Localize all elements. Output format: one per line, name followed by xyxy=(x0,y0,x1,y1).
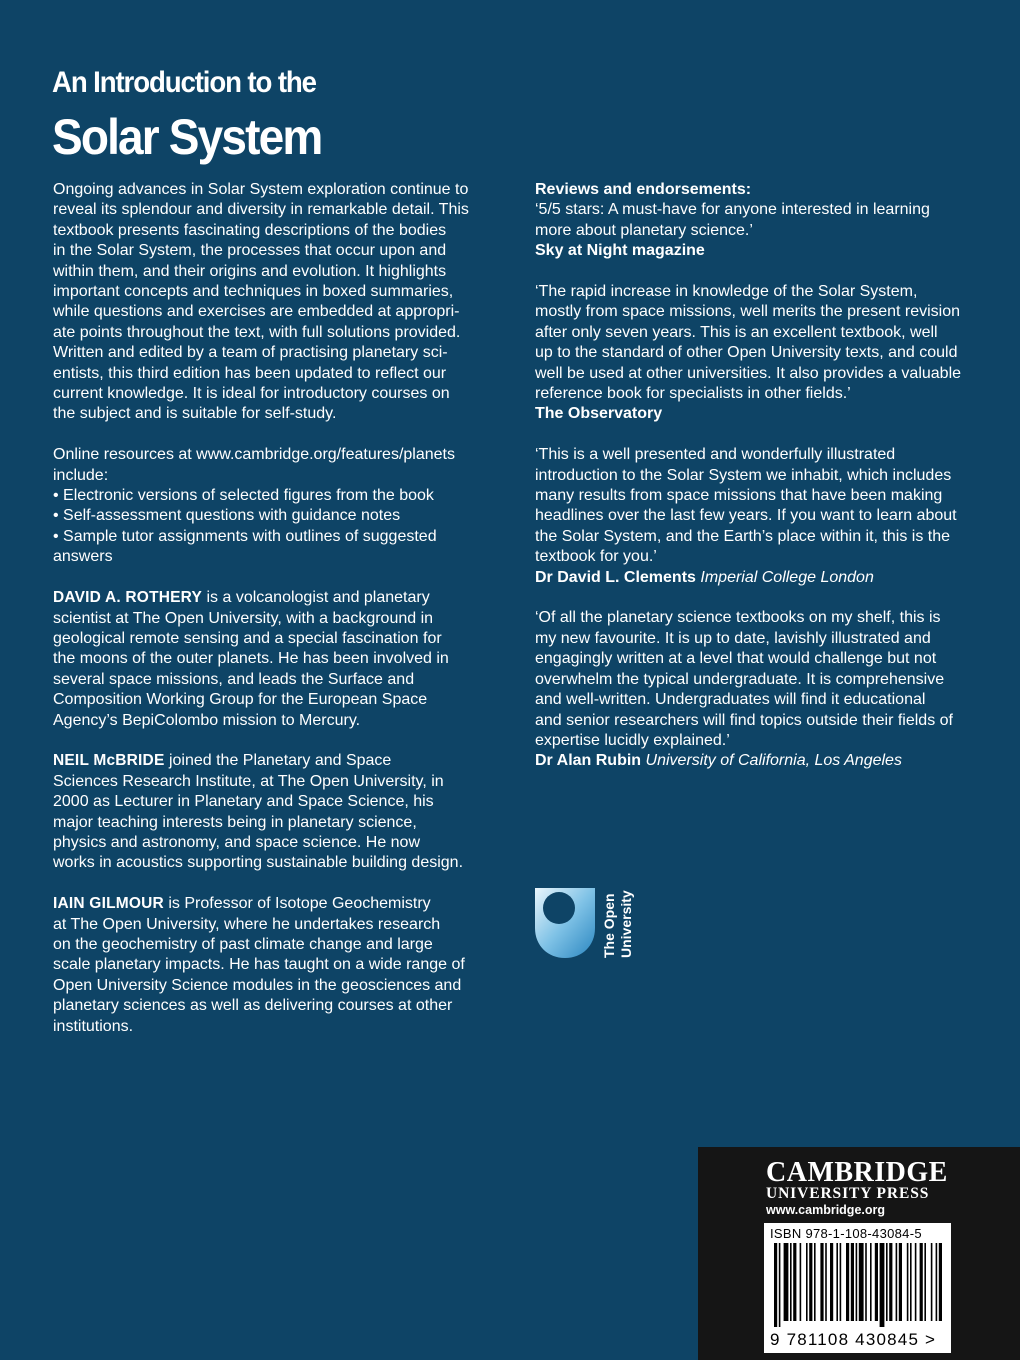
blurb-line: textbook presents fascinating descriptions of the bodies xyxy=(53,221,447,239)
publisher-url: www.cambridge.org xyxy=(766,1203,886,1217)
review-line: ‘The rapid increase in knowledge of the Solar System, xyxy=(535,283,918,301)
blurb-line: entists, this third edition has been updated to reflect our xyxy=(53,364,447,382)
review-line: up to the standard of other Open University texts, and could xyxy=(535,344,958,362)
reviews-heading: Reviews and endorsements: xyxy=(535,181,752,198)
bio-line: the moons of the outer planets. He has been involved in xyxy=(53,650,449,668)
bio-line: scale planetary impacts. He has taught on a wide range of xyxy=(53,956,465,974)
author-name: NEIL McBRIDE xyxy=(53,752,165,770)
barcode-bar xyxy=(790,1243,792,1321)
bio-line: planetary sciences as well as delivering courses at other xyxy=(53,997,453,1015)
shield-circle xyxy=(543,892,575,924)
review xyxy=(535,445,975,588)
review-line: well be used at other universities. It also provides a valuable xyxy=(535,364,962,382)
left-column xyxy=(53,180,493,1037)
barcode-bar xyxy=(846,1243,849,1321)
bio-line: physics and astronomy, and space science. He now xyxy=(53,833,421,851)
barcode-bar xyxy=(859,1243,864,1321)
bio-line: scientist at The Open University, with a background in xyxy=(53,609,434,627)
barcode-digits: 9 781108 430845 > xyxy=(770,1330,937,1349)
review-line: headlines over the last few years. If you want to learn about xyxy=(535,507,957,525)
blurb-line: Ongoing advances in Solar System exploration continue to xyxy=(53,181,469,198)
author-name: DAVID A. ROTHERY xyxy=(53,589,203,607)
barcode-bar xyxy=(924,1243,926,1321)
barcode-bar xyxy=(825,1243,827,1321)
barcode-bar xyxy=(851,1243,854,1321)
barcode-bar xyxy=(784,1243,789,1321)
blurb xyxy=(53,180,493,425)
review-line: engagingly written at a level that would challenge but not xyxy=(535,650,937,668)
barcode-bar xyxy=(814,1243,816,1321)
bio-line: joined the Planetary and Space xyxy=(164,752,392,770)
isbn-label: ISBN 978-1-108-43084-5 xyxy=(770,1226,922,1241)
right-column xyxy=(535,180,975,772)
author-name: IAIN GILMOUR xyxy=(53,895,164,913)
review-line: introduction to the Solar System we inhabit, which includes xyxy=(535,466,952,484)
bio-line: major teaching interests being in planetary science, xyxy=(53,813,417,831)
blurb-line: in the Solar System, the processes that occur upon and xyxy=(53,242,447,260)
review-source: Dr Alan Rubin xyxy=(535,752,642,770)
bio-line: 2000 as Lecturer in Planetary and Space Science, his xyxy=(53,793,434,811)
review-source: Dr David L. Clements xyxy=(535,568,696,586)
review-line: expertise lucidly explained.’ xyxy=(535,731,730,749)
review-line: textbook for you.’ xyxy=(535,548,657,566)
review-affiliation: Imperial College London xyxy=(700,568,874,586)
blurb-line: while questions and exercises are embedded at appropri- xyxy=(53,303,460,321)
author-bio-gilmour xyxy=(53,894,493,1037)
blurb-line: important concepts and techniques in boxed summaries, xyxy=(53,283,454,301)
barcode-bar xyxy=(836,1243,838,1321)
review-source: Sky at Night magazine xyxy=(535,242,705,260)
author-bio-mcbride xyxy=(53,751,493,873)
blurb-line: within them, and their origins and evolution. It highlights xyxy=(53,262,447,280)
barcode-bar xyxy=(931,1243,933,1321)
bio-line: Composition Working Group for the European Space xyxy=(53,691,428,709)
review-line: and well-written. Undergraduates will find it educational xyxy=(535,691,926,709)
resources-line: Online resources at www.cambridge.org/features/planets xyxy=(53,446,455,464)
blurb-line: ate points throughout the text, with full solutions provided. xyxy=(53,323,461,341)
barcode-bar xyxy=(899,1243,902,1321)
publisher-press: UNIVERSITY PRESS xyxy=(766,1185,930,1202)
barcode-panel xyxy=(764,1223,951,1353)
publisher-name: CAMBRIDGE xyxy=(766,1157,948,1188)
open-university-logo xyxy=(534,884,644,964)
ou-logo-line1: The Open xyxy=(601,893,617,958)
bio-line: is a volcanologist and planetary xyxy=(202,589,430,607)
resources-bullet: • Sample tutor assignments with outlines of suggested xyxy=(53,527,437,545)
barcode-bar xyxy=(880,1243,885,1327)
barcode-bar xyxy=(910,1243,912,1321)
resources-line: answers xyxy=(53,548,113,566)
review-line: more about planetary science.’ xyxy=(535,221,753,239)
barcode-bar xyxy=(820,1243,823,1321)
barcode-bar xyxy=(865,1243,867,1321)
publisher-box xyxy=(698,1147,1020,1360)
barcode-image xyxy=(768,1243,947,1329)
barcode-bar xyxy=(915,1243,917,1321)
bio-line: Sciences Research Institute, at The Open University, in xyxy=(53,772,444,790)
bio-line: works in acoustics supporting sustainable building design. xyxy=(53,854,464,872)
bio-line: institutions. xyxy=(53,1017,134,1035)
review xyxy=(535,282,975,425)
resources-bullet: • Electronic versions of selected figures from the book xyxy=(53,487,434,505)
review-source: The Observatory xyxy=(535,405,663,423)
book-title-line1: An Introduction to the xyxy=(52,66,316,99)
bio-line: geological remote sensing and a special fascination for xyxy=(53,629,442,647)
barcode-bar xyxy=(774,1243,777,1327)
blurb-line: the subject and is suitable for self-study. xyxy=(53,405,337,423)
review-line: after only seven years. This is an excellent textbook, well xyxy=(535,323,938,341)
ou-logo-line2: University xyxy=(618,890,634,958)
review-line: overwhelm the typical undergraduate. It is comprehensive xyxy=(535,670,945,688)
resources-line: include: xyxy=(53,466,109,484)
review-line: ‘5/5 stars: A must-have for anyone interested in learning xyxy=(535,201,930,219)
review-affiliation: University of California, Los Angeles xyxy=(645,752,902,770)
barcode-bar xyxy=(896,1243,898,1321)
online-resources xyxy=(53,445,493,567)
barcode-bar xyxy=(779,1243,781,1327)
barcode-bar xyxy=(870,1243,872,1321)
review-line: ‘This is a well presented and wonderfully illustrated xyxy=(535,446,896,464)
barcode-bar xyxy=(886,1243,888,1321)
bio-line: at The Open University, where he undertakes research xyxy=(53,915,441,933)
review xyxy=(535,200,975,261)
barcode-bar xyxy=(920,1243,923,1321)
book-title-line2: Solar System xyxy=(52,109,322,165)
bio-line: Open University Science modules in the geosciences and xyxy=(53,976,462,994)
barcode-bar xyxy=(889,1243,892,1321)
review-line: mostly from space missions, well merits the present revision xyxy=(535,303,961,321)
review-line: many results from space missions that have been making xyxy=(535,487,943,505)
barcode-bar xyxy=(856,1243,858,1321)
barcode-bar xyxy=(809,1243,812,1321)
review-line: the Solar System, and the Earth’s place within it, this is the xyxy=(535,527,951,545)
barcode-bar xyxy=(800,1243,802,1321)
resources-bullet: • Self-assessment questions with guidance notes xyxy=(53,507,401,525)
review xyxy=(535,608,975,771)
barcode-bar xyxy=(939,1243,942,1321)
blurb-line: Written and edited by a team of practising planetary sci- xyxy=(53,344,448,362)
review-line: my new favourite. It is up to date, lavishly illustrated and xyxy=(535,629,931,647)
bio-line: is Professor of Isotope Geochemistry xyxy=(163,895,431,913)
barcode-bar xyxy=(907,1243,909,1321)
author-bio-rothery xyxy=(53,588,493,731)
barcode-bar xyxy=(840,1243,842,1321)
barcode-bar xyxy=(806,1243,808,1321)
barcode-bar xyxy=(936,1243,938,1321)
review-line: and senior researchers will find topics outside their fields of xyxy=(535,711,953,729)
bio-line: several space missions, and leads the Surface and xyxy=(53,670,415,688)
blurb-line: reveal its splendour and diversity in remarkable detail. This xyxy=(53,201,469,219)
barcode-bar xyxy=(830,1243,833,1321)
blurb-line: current knowledge. It is ideal for introductory courses on xyxy=(53,385,450,403)
barcode-bar xyxy=(875,1243,878,1321)
bio-line: on the geochemistry of past climate change and large xyxy=(53,935,433,953)
bio-line: Agency’s BepiColombo mission to Mercury. xyxy=(53,711,361,729)
review-line: ‘Of all the planetary science textbooks on my shelf, this is xyxy=(535,609,941,627)
barcode-bar xyxy=(793,1243,796,1321)
review-line: reference book for specialists in other fields.’ xyxy=(535,385,851,403)
